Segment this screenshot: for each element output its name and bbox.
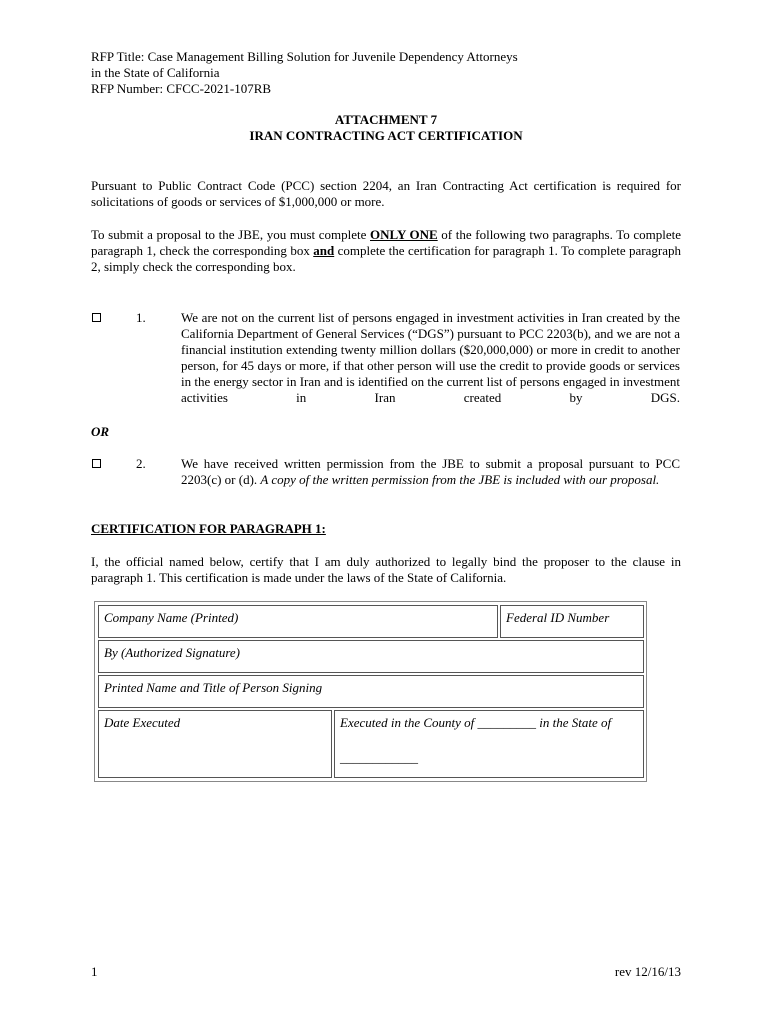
company-name-label: Company Name (Printed) (104, 610, 239, 625)
signature-field[interactable] (98, 640, 644, 673)
option-1-number: 1. (136, 310, 146, 325)
printed-name-label: Printed Name and Title of Person Signing (104, 680, 323, 695)
instructions-part1: To submit a proposal to the JBE, you must complete (91, 227, 370, 242)
rfp-title-line1: RFP Title: Case Management Billing Solution for Juvenile Dependency Attorneys (91, 49, 518, 64)
or-label: OR (91, 424, 110, 439)
signature-label: By (Authorized Signature) (104, 645, 240, 660)
document-title (91, 112, 681, 144)
only-one-emphasis: ONLY ONE (370, 227, 438, 242)
company-name-field[interactable] (98, 605, 498, 638)
rfp-number: RFP Number: CFCC-2021-107RB (91, 81, 272, 96)
option-2-text (181, 456, 680, 488)
county-state-field[interactable] (334, 710, 644, 778)
federal-id-label: Federal ID Number (506, 610, 610, 625)
county-label: Executed in the County of _________ in the State of (340, 715, 612, 730)
date-executed-field[interactable] (98, 710, 332, 778)
option-2-note: A copy of the written permission from the JBE is included with our proposal. (260, 472, 660, 487)
option-1-checkbox[interactable] (92, 313, 101, 322)
option-2-main: We have received written permission from the JBE to submit a proposal pursuant to PCC 2203(c) or (d). (181, 456, 680, 487)
instructions-part3: complete the certification for paragraph 1. To complete paragraph 2, simply check the corresponding box. (91, 243, 681, 274)
certification-text: I, the official named below, certify that I am duly authorized to legally bind the proposer to the clause in paragraph 1. This certification is made under the laws of the State of California. (91, 554, 681, 585)
intro-paragraph: Pursuant to Public Contract Code (PCC) section 2204, an Iran Contracting Act certification is required for solicitations of goods or services of $1,000,000 or more. (91, 178, 681, 209)
option-1-text: We are not on the current list of persons engaged in investment activities in Iran created by the California Department of General Services (“DGS”) pursuant to PCC 2203(b), and we are not a financial institution extending twenty million dollars ($20,000,000) or more in credit to another person, for 45 days or more, if that other person will use the credit to provide goods or services in the energy sector in Iran and is identified on the current list of persons engaged in investment activities in Iran created by DGS. (181, 310, 680, 405)
certification-form (94, 601, 647, 782)
state-blank: ____________ (340, 750, 418, 765)
certification-title: IRAN CONTRACTING ACT CERTIFICATION (249, 128, 523, 143)
revision-date: rev 12/16/13 (614, 964, 681, 979)
date-executed-label: Date Executed (104, 715, 181, 730)
and-emphasis: and (313, 243, 335, 258)
printed-name-field[interactable] (98, 675, 644, 708)
page-number: 1 (91, 964, 98, 979)
rfp-header (91, 49, 691, 97)
instructions-paragraph (91, 227, 681, 275)
attachment-label: ATTACHMENT 7 (334, 112, 438, 127)
option-2-checkbox[interactable] (92, 459, 101, 468)
option-2-number: 2. (136, 456, 146, 471)
rfp-title-line2: in the State of California (91, 65, 220, 80)
federal-id-field[interactable] (500, 605, 644, 638)
certification-heading: CERTIFICATION FOR PARAGRAPH 1: (91, 521, 326, 536)
instructions-part2: of the following two paragraphs. To complete paragraph 1, check the corresponding box (91, 227, 681, 258)
